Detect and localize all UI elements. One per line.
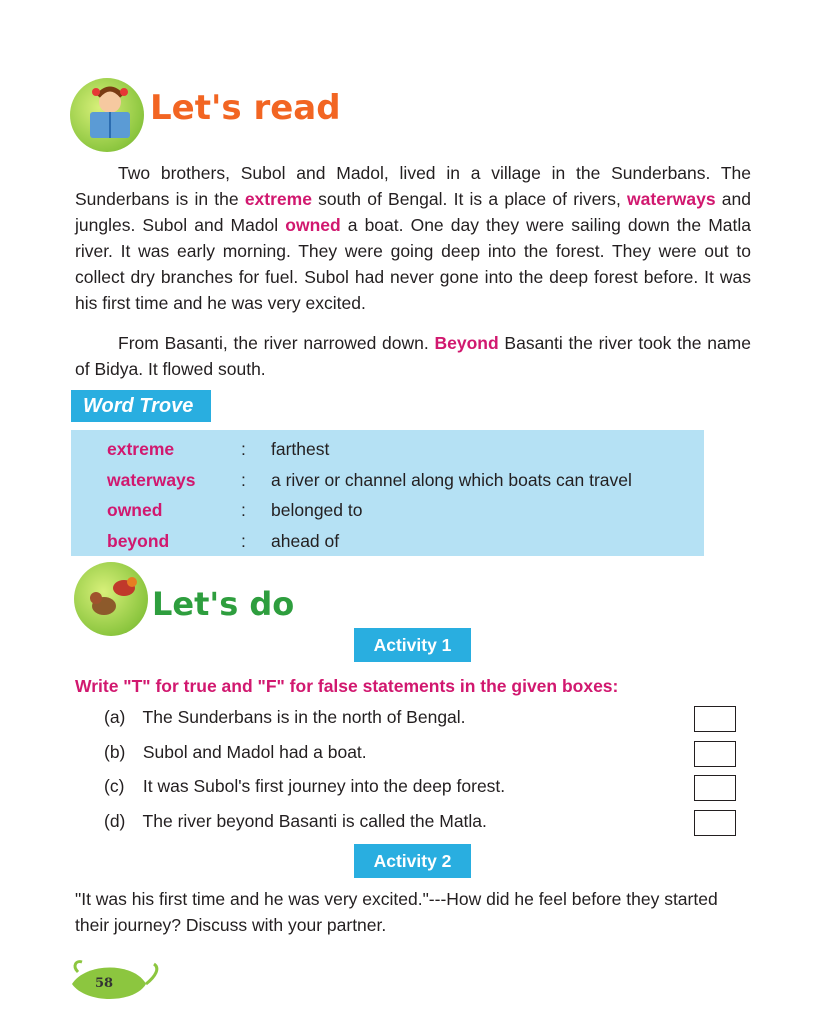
keyword: Beyond [434, 333, 499, 353]
statement-text: The river beyond Basanti is called the Matla. [142, 811, 487, 831]
word-trove-entry [107, 434, 329, 464]
word-trove-box [71, 430, 704, 556]
keyword: owned [285, 215, 341, 235]
word-trove-entry [107, 495, 362, 525]
answer-box-c[interactable] [694, 775, 736, 801]
statement-text: It was Subol's first journey into the deep forest. [142, 776, 506, 796]
statement-label: (c) [104, 776, 125, 796]
reading-child-icon [70, 78, 144, 152]
glossary-word: waterways [107, 469, 196, 490]
answer-box-a[interactable] [694, 706, 736, 732]
statement-text: The Sunderbans is in the north of Bengal. [142, 707, 466, 727]
word-trove-entry [107, 526, 339, 556]
statement-a [104, 707, 466, 728]
activity-1-instruction: Write "T" for true and "F" for false statements in the given boxes: [75, 676, 619, 696]
activity-1-badge: Activity 1 [354, 628, 471, 662]
word-trove-entry [107, 465, 632, 495]
word-trove-tab: Word Trove [71, 390, 211, 422]
activity-2-badge: Activity 2 [354, 844, 471, 878]
statement-label: (a) [104, 707, 126, 727]
glossary-meaning: belonged to [271, 500, 363, 520]
statement-b [104, 742, 367, 763]
passage-text: south of Bengal. It is a place of rivers, [311, 189, 628, 209]
answer-box-d[interactable] [694, 810, 736, 836]
statement-text: Subol and Madol had a boat. [142, 742, 367, 762]
activity-2-question: "It was his first time and he was very excited."---How did he feel before they started their journey? Discuss with your partner. [75, 889, 718, 935]
lets-read-heading: Let's read [150, 88, 341, 128]
glossary-word: owned [107, 500, 163, 520]
glossary-meaning: ahead of [271, 530, 340, 551]
passage [75, 160, 751, 316]
statement-label: (d) [104, 811, 126, 831]
passage-text: Basanti the river took the name of Bidya. It flowed south. [75, 333, 751, 379]
glossary-word: beyond [107, 530, 170, 551]
lets-do-heading: Let's do [152, 585, 295, 623]
passage-continued [75, 330, 751, 382]
passage-text: From Basanti, the river narrowed down. [118, 333, 435, 353]
statement-d [104, 811, 487, 832]
glossary-meaning: a river or channel along which boats can travel [271, 469, 632, 490]
birds-icon [74, 562, 148, 636]
passage-text: a boat. One day they were sailing down the Matla river. It was early morning. They were going deep into the forest. They were out to collect dry branches for fuel. Subol had never gone into the deep forest before. It was his first time and he was very excited. [75, 215, 751, 313]
passage-paragraph-2 [75, 330, 751, 382]
keyword: extreme [244, 189, 312, 209]
passage-text: and jungles. Subol and Madol [75, 189, 751, 235]
glossary-word: extreme [107, 439, 175, 459]
keyword: waterways [627, 189, 716, 209]
statement-label: (b) [104, 742, 126, 762]
passage-paragraph-1 [75, 160, 751, 316]
glossary-separator: : [241, 439, 246, 459]
glossary-separator: : [241, 530, 246, 551]
glossary-separator: : [241, 500, 246, 520]
glossary-separator: : [241, 469, 246, 490]
answer-box-b[interactable] [694, 741, 736, 767]
glossary-meaning: farthest [271, 439, 330, 459]
leaf-page-ornament [68, 958, 164, 1006]
passage-text: Two brothers, Subol and Madol, lived in a village in the Sunderbans. The Sunderbans is in the [75, 163, 751, 209]
statement-c [104, 776, 505, 797]
page-number: 58 [95, 976, 114, 991]
